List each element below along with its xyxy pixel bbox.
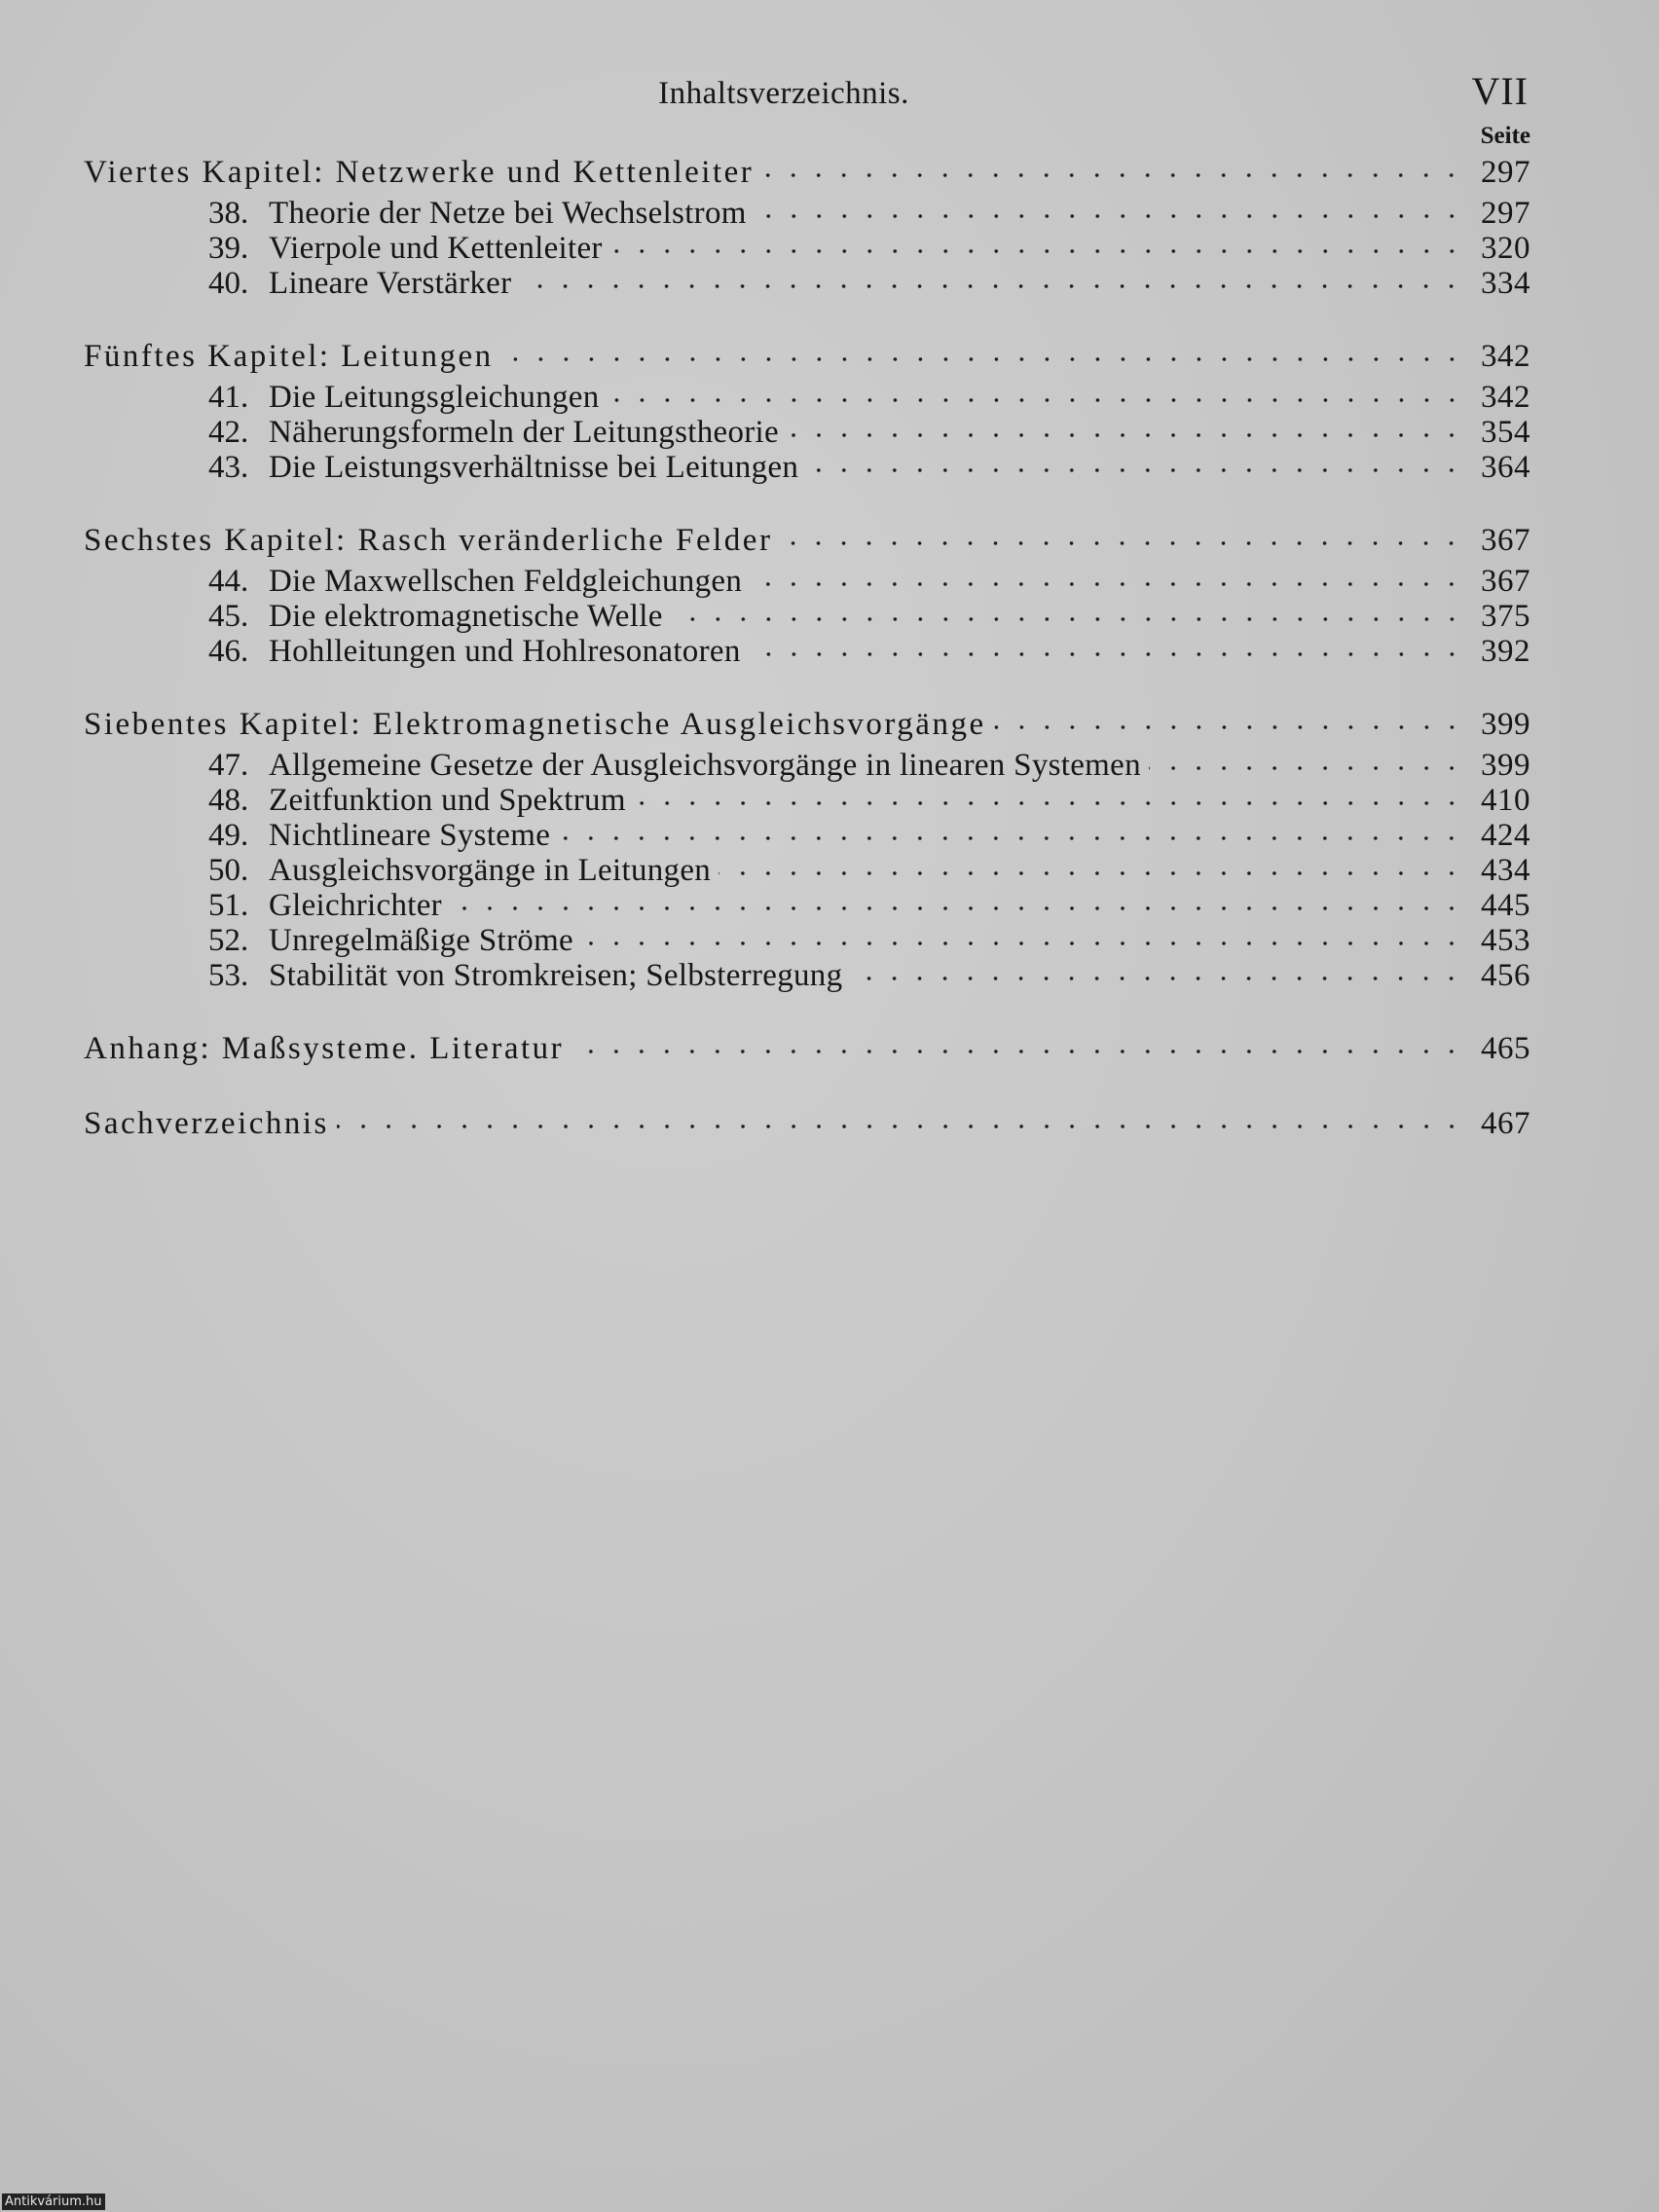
section-title: Zeitfunktion und Spektrum <box>269 783 626 818</box>
chapter-page-number: 342 <box>1481 339 1530 374</box>
dot-leader <box>558 831 1464 845</box>
toc-chapter <box>84 522 1530 669</box>
dot-leader <box>749 647 1464 661</box>
chapter-title: Viertes Kapitel: Netzwerke und Kettenleiter <box>84 155 755 190</box>
section-number: 53. <box>208 958 249 993</box>
section-title: Stabilität von Stromkreisen; Selbsterregung <box>269 958 843 993</box>
toc-section-entry[interactable] <box>84 231 1530 266</box>
toc-chapter <box>84 338 1530 485</box>
toc-section-entry[interactable] <box>84 415 1530 450</box>
section-number: 48. <box>208 783 249 818</box>
section-number: 47. <box>208 748 249 783</box>
section-page-number: 410 <box>1481 783 1530 818</box>
chapter-page-number: 367 <box>1481 523 1530 558</box>
toc-chapter-entry[interactable] <box>84 1105 1530 1143</box>
chapter-title: Anhang: Maßsysteme. Literatur <box>84 1031 565 1066</box>
dot-leader <box>450 902 1464 915</box>
section-page-number: 424 <box>1481 818 1530 853</box>
toc-section-entry[interactable] <box>84 599 1530 634</box>
dot-leader <box>571 1045 1464 1058</box>
section-page-number: 367 <box>1481 564 1530 599</box>
page-column-label: Seite <box>1480 123 1530 149</box>
dot-leader <box>750 577 1464 591</box>
toc-chapter-entry[interactable] <box>84 338 1530 376</box>
section-page-number: 342 <box>1481 380 1530 415</box>
toc-section-entry[interactable] <box>84 196 1530 231</box>
section-page-number: 456 <box>1481 958 1530 993</box>
toc-chapter <box>84 1030 1530 1068</box>
toc-section-entry[interactable] <box>84 564 1530 599</box>
dot-leader <box>634 796 1464 810</box>
section-number: 51. <box>208 888 249 923</box>
table-of-contents <box>84 154 1530 1180</box>
section-number: 46. <box>208 634 249 669</box>
section-page-number: 334 <box>1481 266 1530 301</box>
section-title: Gleichrichter <box>269 888 442 923</box>
chapter-title: Sachverzeichnis <box>84 1106 329 1141</box>
section-title: Die Maxwellschen Feldgleichungen <box>269 564 743 599</box>
running-title: Inhaltsverzeichnis. <box>658 76 909 111</box>
dot-leader <box>780 536 1464 550</box>
dot-leader <box>519 279 1464 293</box>
section-number: 45. <box>208 599 249 634</box>
section-number: 42. <box>208 415 249 450</box>
section-title: Lineare Verstärker <box>269 266 512 301</box>
dot-leader <box>719 866 1464 880</box>
section-title: Theorie der Netze bei Wechselstrom <box>269 196 747 231</box>
toc-chapter <box>84 154 1530 301</box>
toc-chapter-entry[interactable] <box>84 154 1530 192</box>
section-page-number: 364 <box>1481 450 1530 485</box>
section-page-number: 399 <box>1481 748 1530 783</box>
section-title: Allgemeine Gesetze der Ausgleichsvorgänge in linearen Systemen <box>269 748 1141 783</box>
section-title: Vierpole und Kettenleiter <box>269 231 603 266</box>
section-number: 40. <box>208 266 249 301</box>
page-number: VII <box>1471 69 1529 113</box>
toc-section-entry[interactable] <box>84 634 1530 669</box>
dot-leader <box>581 937 1464 950</box>
dot-leader <box>337 1120 1464 1133</box>
section-title: Nichtlineare Systeme <box>269 818 551 853</box>
toc-chapter-entry[interactable] <box>84 522 1530 560</box>
toc-section-entry[interactable] <box>84 888 1530 923</box>
dot-leader <box>994 720 1464 734</box>
dot-leader <box>787 428 1464 442</box>
toc-section-entry[interactable] <box>84 266 1530 301</box>
section-number: 38. <box>208 196 249 231</box>
chapter-title: Siebentes Kapitel: Elektromagnetische Ausgleichsvorgänge <box>84 707 986 742</box>
section-number: 44. <box>208 564 249 599</box>
toc-section-entry[interactable] <box>84 783 1530 818</box>
dot-leader <box>806 463 1464 477</box>
section-number: 49. <box>208 818 249 853</box>
chapter-page-number: 465 <box>1481 1031 1530 1066</box>
section-number: 43. <box>208 450 249 485</box>
chapter-title: Sechstes Kapitel: Rasch veränderliche Felder <box>84 523 773 558</box>
toc-chapter <box>84 706 1530 993</box>
section-page-number: 320 <box>1481 231 1530 266</box>
section-number: 50. <box>208 853 249 888</box>
dot-leader <box>850 972 1464 985</box>
chapter-page-number: 297 <box>1481 155 1530 190</box>
toc-section-entry[interactable] <box>84 958 1530 993</box>
dot-leader <box>671 612 1464 626</box>
toc-chapter-entry[interactable] <box>84 706 1530 744</box>
chapter-title: Fünftes Kapitel: Leitungen <box>84 339 494 374</box>
toc-section-entry[interactable] <box>84 853 1530 888</box>
toc-chapter <box>84 1105 1530 1143</box>
section-page-number: 297 <box>1481 196 1530 231</box>
dot-leader <box>501 352 1464 366</box>
section-title: Die Leitungsgleichungen <box>269 380 600 415</box>
section-page-number: 392 <box>1481 634 1530 669</box>
section-page-number: 354 <box>1481 415 1530 450</box>
toc-section-entry[interactable] <box>84 450 1530 485</box>
section-page-number: 453 <box>1481 923 1530 958</box>
section-title: Ausgleichsvorgänge in Leitungen <box>269 853 712 888</box>
section-page-number: 375 <box>1481 599 1530 634</box>
dot-leader <box>1149 761 1464 775</box>
section-title: Unregelmäßige Ströme <box>269 923 573 958</box>
section-title: Die Leistungsverhältnisse bei Leitungen <box>269 450 799 485</box>
section-title: Die elektromagnetische Welle <box>269 599 663 634</box>
toc-section-entry[interactable] <box>84 748 1530 783</box>
section-page-number: 434 <box>1481 853 1530 888</box>
chapter-page-number: 467 <box>1481 1106 1530 1141</box>
section-title: Näherungsformeln der Leitungstheorie <box>269 415 779 450</box>
dot-leader <box>755 209 1464 223</box>
toc-section-entry[interactable] <box>84 380 1530 415</box>
toc-chapter-entry[interactable] <box>84 1030 1530 1068</box>
toc-section-entry[interactable] <box>84 923 1530 958</box>
section-title: Hohlleitungen und Hohlresonatoren <box>269 634 741 669</box>
chapter-page-number: 399 <box>1481 707 1530 742</box>
watermark: Antikvárium.hu <box>2 2194 105 2210</box>
dot-leader <box>761 168 1464 182</box>
dot-leader <box>610 244 1464 258</box>
section-number: 41. <box>208 380 249 415</box>
toc-section-entry[interactable] <box>84 818 1530 853</box>
section-page-number: 445 <box>1481 888 1530 923</box>
section-number: 39. <box>208 231 249 266</box>
section-number: 52. <box>208 923 249 958</box>
dot-leader <box>608 393 1464 407</box>
